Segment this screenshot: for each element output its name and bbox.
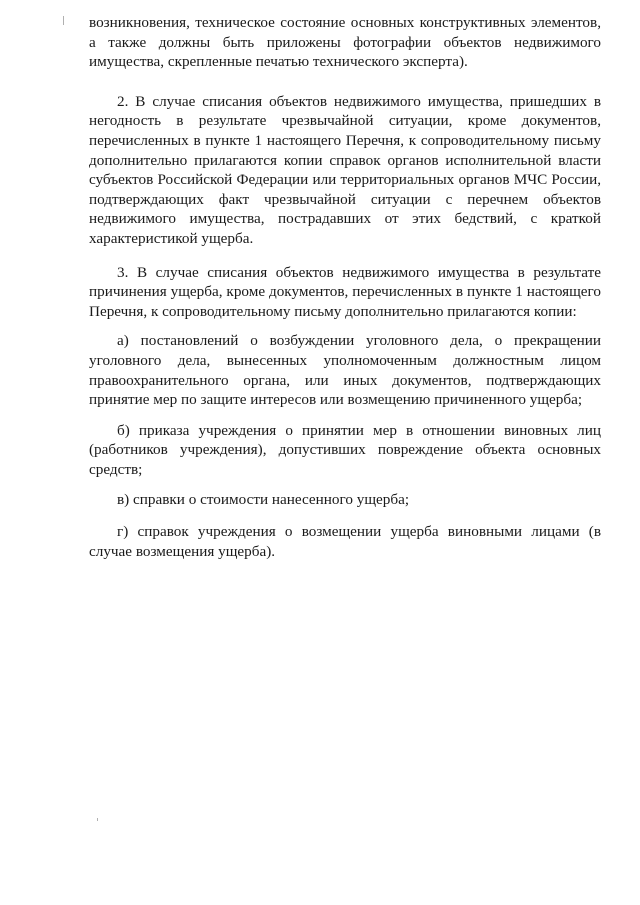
continuation-line-1: возникновения, техническое состояние основных конструктивных элементов, xyxy=(89,14,601,31)
scan-mark-top xyxy=(63,16,64,25)
continuation-line-2: а также должны быть приложены фотографии объектов недвижимого xyxy=(89,33,601,51)
subitem-b: б) приказа учреждения о принятии мер в отношении виновных лиц (работников учреждения), допустивших повреждение объекта основных средств; xyxy=(89,421,601,478)
subitem-g: г) справок учреждения о возмещении ущерба виновными лицами (в случае возмещения ущерба). xyxy=(89,523,601,560)
paragraph-2: 2. В случае списания объектов недвижимого имущества, пришедших в негодность в результате чрезвычайной ситуации, кроме документов, перечисленных в пункте 1 настоящего Перечня, к сопроводительному письму дополнительно прилагаются копии справок органов исполнительной власти субъектов Российской Федерации или территориальных органов МЧС России, подтверждающих факт чрезвычайной ситуации с перечнем объектов недвижимого имущества, пострадавших от этих бедствий, с краткой характеристикой ущерба. xyxy=(89,92,601,247)
scan-mark-bottom xyxy=(97,818,98,821)
subitem-v: в) справки о стоимости нанесенного ущерба; xyxy=(117,491,410,509)
paragraph-3: 3. В случае списания объектов недвижимого имущества в результате причинения ущерба, кроме документов, перечисленных в пункте 1 настоящего Перечня, к сопроводительному письму дополнительно прилагаются копии: xyxy=(89,263,601,320)
continuation-paragraph xyxy=(89,13,601,72)
document-body xyxy=(89,13,601,561)
subitem-a: а) постановлений о возбуждении уголовного дела, о прекращении уголовного дела, вынесенных уполномоченным должностным лицом правоохранительного органа, или иных документов, подтверждающих принятие мер по защите интересов или возмещению причиненного ущерба; xyxy=(89,332,601,409)
continuation-line-3: имущества, скрепленные печатью технического эксперта). xyxy=(89,53,468,71)
